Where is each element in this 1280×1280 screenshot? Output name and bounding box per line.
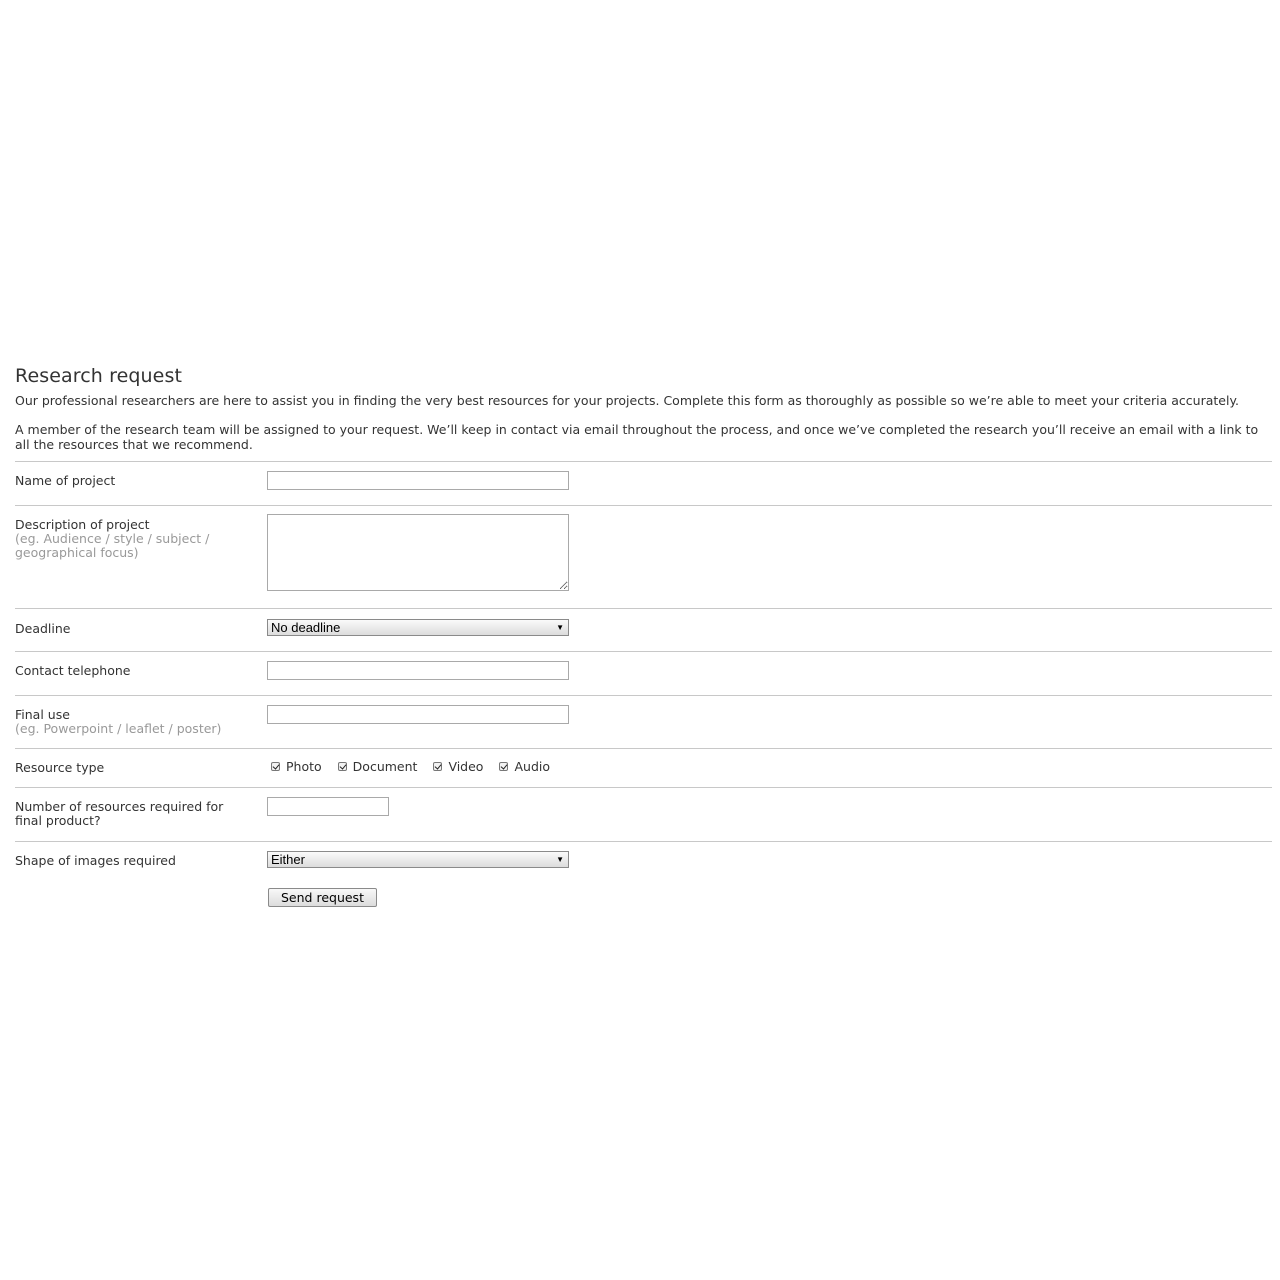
row-submit [15,887,1272,927]
row-deadline [15,609,1272,652]
resource-type-video[interactable]: Video [429,759,483,774]
telephone-input[interactable] [267,661,569,680]
row-resource-count [15,788,1272,842]
research-request-form [15,461,1272,927]
page-title: Research request [15,365,183,387]
resource-count-input[interactable] [267,797,389,816]
dropdown-arrow-icon: ▼ [556,623,564,632]
resource-type-label: Resource type [15,760,105,775]
row-project-name [15,462,1272,506]
send-request-button[interactable]: Send request [268,888,377,907]
final-use-hint: (eg. Powerpoint / leaflet / poster) [15,721,222,736]
telephone-label: Contact telephone [15,663,131,678]
image-shape-selected-value: Either [271,852,305,867]
deadline-selected-value: No deadline [271,620,341,635]
deadline-select[interactable] [267,619,569,636]
resource-count-label: Number of resources required for final product? [15,799,224,828]
intro-paragraph-2: A member of the research team will be assigned to your request. We’ll keep in contact via email throughout the process, and once we’ve completed the research you’ll receive an email with a link to all the resources that we recommend. [15,422,1259,452]
checkbox-checked-icon[interactable] [433,762,442,771]
row-image-shape [15,842,1272,887]
image-shape-select[interactable] [267,851,569,868]
description-label: Description of project [15,517,150,532]
resource-type-document[interactable]: Document [334,759,418,774]
row-resource-type [15,749,1272,788]
row-final-use [15,696,1272,749]
checkbox-checked-icon[interactable] [499,762,508,771]
final-use-label: Final use [15,707,70,722]
row-description [15,506,1272,609]
project-name-label: Name of project [15,473,116,488]
intro-paragraph-1: Our professional researchers are here to assist you in finding the very best resources for your projects. Complete this form as thoroughly as possible so we’re able to meet your criteria accurately. [15,393,1240,408]
dropdown-arrow-icon: ▼ [556,855,564,864]
row-telephone [15,652,1272,696]
resource-type-audio[interactable]: Audio [495,759,550,774]
checkbox-checked-icon[interactable] [271,762,280,771]
checkbox-checked-icon[interactable] [338,762,347,771]
description-textarea[interactable] [267,514,569,591]
description-hint: (eg. Audience / style / subject / geographical focus) [15,531,210,560]
final-use-input[interactable] [267,705,569,724]
image-shape-label: Shape of images required [15,853,176,868]
research-request-page [15,364,1272,927]
deadline-label: Deadline [15,621,71,636]
project-name-input[interactable] [267,471,569,490]
resource-type-photo[interactable]: Photo [267,759,322,774]
resource-type-options [267,759,562,774]
